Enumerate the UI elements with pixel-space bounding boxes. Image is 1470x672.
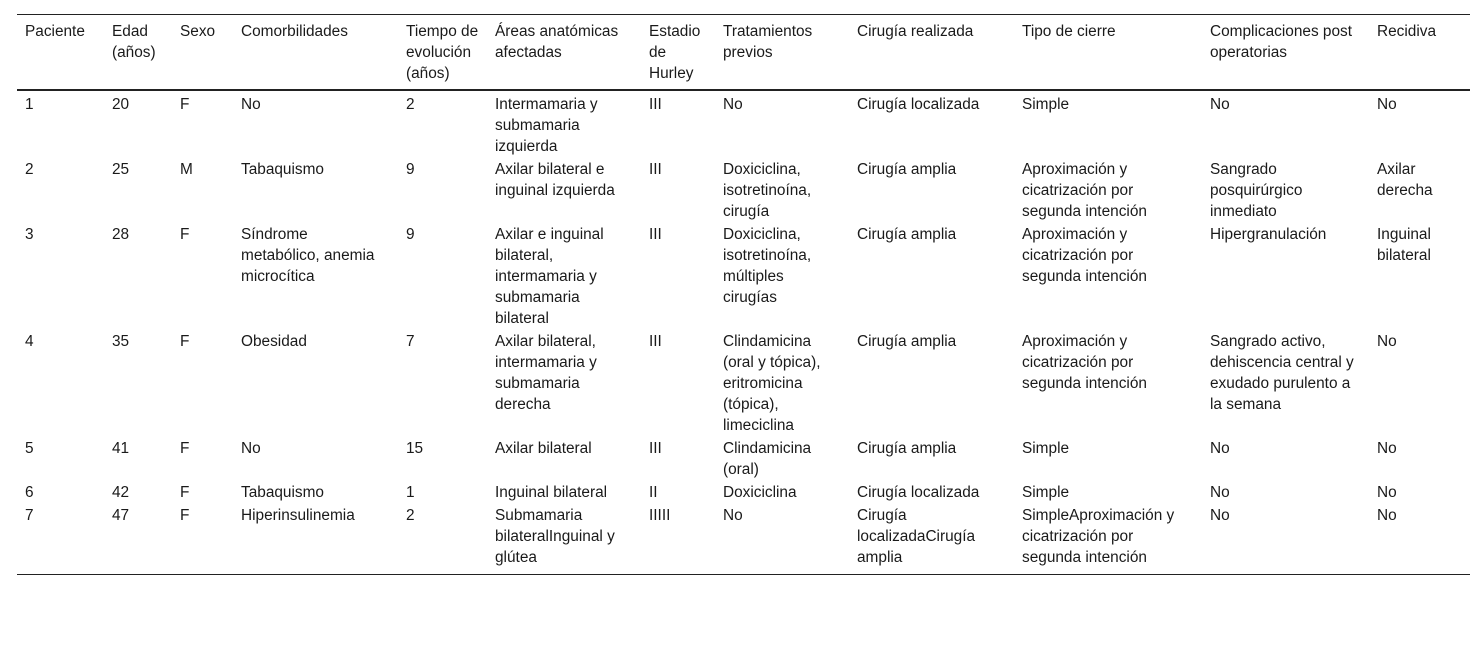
cell-cirugia-realizada: Cirugía amplia [857, 161, 957, 178]
table-row [17, 505, 1470, 575]
cell-areas-anatomicas: Intermamaria y submamaria izquierda [495, 96, 598, 155]
cell-tipo-cierre: SimpleAproximación y cicatrización por segunda intención [1022, 507, 1175, 566]
cell-areas-anatomicas: Inguinal bilateral [495, 484, 608, 501]
header-cirugia-realizada: Cirugía realizada [857, 23, 974, 40]
cell-paciente: 2 [25, 161, 34, 178]
cell-edad: 20 [112, 96, 130, 113]
cell-estadio-hurley: III [649, 226, 662, 243]
table-row [17, 331, 1470, 438]
header-complicaciones: Complicaciones post operatorias [1210, 23, 1353, 61]
cell-tipo-cierre: Simple [1022, 484, 1070, 501]
cell-recidiva: No [1377, 440, 1397, 457]
table-header-row [17, 15, 1470, 91]
cell-tiempo-evolucion: 7 [406, 333, 415, 350]
cell-cirugia-realizada: Cirugía localizada [857, 96, 980, 113]
cell-sexo: F [180, 484, 190, 501]
cell-sexo: F [180, 333, 190, 350]
patients-table-container [17, 14, 1470, 575]
cell-paciente: 3 [25, 226, 34, 243]
header-tratamientos-previos: Tratamientos previos [723, 23, 813, 61]
table-row [17, 482, 1470, 505]
cell-tratamientos-previos: Clindamicina (oral) [723, 440, 812, 478]
cell-complicaciones: Sangrado posquirúrgico inmediato [1210, 161, 1303, 220]
cell-recidiva: Inguinal bilateral [1377, 226, 1431, 264]
cell-estadio-hurley: IIIII [649, 507, 671, 524]
cell-complicaciones: No [1210, 440, 1230, 457]
cell-tiempo-evolucion: 15 [406, 440, 424, 457]
cell-comorbilidades: Tabaquismo [241, 161, 324, 178]
header-edad: Edad (años) [112, 23, 156, 61]
cell-sexo: F [180, 96, 190, 113]
cell-comorbilidades: No [241, 96, 261, 113]
cell-areas-anatomicas: Axilar e inguinal bilateral, intermamaria y submamaria bilateral [495, 226, 604, 327]
cell-tipo-cierre: Simple [1022, 96, 1070, 113]
cell-tipo-cierre: Aproximación y cicatrización por segunda intención [1022, 161, 1147, 220]
cell-recidiva: No [1377, 96, 1397, 113]
cell-tratamientos-previos: Doxiciclina [723, 484, 797, 501]
patients-table [17, 14, 1470, 575]
cell-sexo: F [180, 440, 190, 457]
cell-complicaciones: No [1210, 484, 1230, 501]
cell-edad: 41 [112, 440, 130, 457]
cell-recidiva: No [1377, 333, 1397, 350]
cell-areas-anatomicas: Axilar bilateral, intermamaria y submamaria derecha [495, 333, 597, 413]
cell-tiempo-evolucion: 1 [406, 484, 415, 501]
header-recidiva: Recidiva [1377, 23, 1437, 40]
cell-sexo: M [180, 161, 193, 178]
cell-recidiva: Axilar derecha [1377, 161, 1433, 199]
cell-complicaciones: Sangrado activo, dehiscencia central y exudado purulento a la semana [1210, 333, 1354, 413]
header-tipo-cierre: Tipo de cierre [1022, 23, 1116, 40]
cell-comorbilidades: Síndrome metabólico, anemia microcítica [241, 226, 375, 285]
cell-cirugia-realizada: Cirugía amplia [857, 226, 957, 243]
cell-paciente: 6 [25, 484, 34, 501]
cell-tipo-cierre: Aproximación y cicatrización por segunda intención [1022, 333, 1147, 392]
cell-sexo: F [180, 226, 190, 243]
cell-paciente: 5 [25, 440, 34, 457]
cell-comorbilidades: Obesidad [241, 333, 307, 350]
cell-estadio-hurley: III [649, 333, 662, 350]
cell-paciente: 7 [25, 507, 34, 524]
cell-estadio-hurley: III [649, 96, 662, 113]
cell-tipo-cierre: Simple [1022, 440, 1070, 457]
cell-edad: 35 [112, 333, 130, 350]
cell-estadio-hurley: III [649, 161, 662, 178]
cell-areas-anatomicas: Axilar bilateral e inguinal izquierda [495, 161, 615, 199]
cell-paciente: 4 [25, 333, 34, 350]
cell-edad: 25 [112, 161, 130, 178]
cell-cirugia-realizada: Cirugía localizadaCirugía amplia [857, 507, 976, 566]
cell-estadio-hurley: III [649, 440, 662, 457]
header-sexo: Sexo [180, 23, 216, 40]
header-comorbilidades: Comorbilidades [241, 23, 348, 40]
cell-edad: 28 [112, 226, 130, 243]
cell-cirugia-realizada: Cirugía localizada [857, 484, 980, 501]
cell-cirugia-realizada: Cirugía amplia [857, 333, 957, 350]
cell-comorbilidades: Hiperinsulinemia [241, 507, 355, 524]
cell-edad: 42 [112, 484, 130, 501]
cell-tratamientos-previos: Clindamicina (oral y tópica), eritromicina (tópica), limeciclina [723, 333, 821, 434]
header-paciente: Paciente [25, 23, 85, 40]
cell-complicaciones: No [1210, 96, 1230, 113]
cell-tratamientos-previos: No [723, 507, 743, 524]
table-row [17, 159, 1470, 224]
cell-tratamientos-previos: No [723, 96, 743, 113]
table-row [17, 438, 1470, 482]
cell-tratamientos-previos: Doxiciclina, isotretinoína, cirugía [723, 161, 812, 220]
cell-tiempo-evolucion: 9 [406, 226, 415, 243]
cell-cirugia-realizada: Cirugía amplia [857, 440, 957, 457]
cell-tratamientos-previos: Doxiciclina, isotretinoína, múltiples cirugías [723, 226, 812, 306]
table-row [17, 224, 1470, 331]
cell-tiempo-evolucion: 2 [406, 96, 415, 113]
header-estadio-hurley: Estadio de Hurley [649, 23, 701, 82]
cell-areas-anatomicas: Submamaria bilateralInguinal y glútea [495, 507, 615, 566]
cell-comorbilidades: No [241, 440, 261, 457]
cell-areas-anatomicas: Axilar bilateral [495, 440, 592, 457]
cell-estadio-hurley: II [649, 484, 658, 501]
cell-recidiva: No [1377, 507, 1397, 524]
cell-tipo-cierre: Aproximación y cicatrización por segunda intención [1022, 226, 1147, 285]
cell-complicaciones: Hipergranulación [1210, 226, 1327, 243]
header-tiempo-evolucion: Tiempo de evolución (años) [406, 23, 479, 82]
cell-tiempo-evolucion: 9 [406, 161, 415, 178]
cell-sexo: F [180, 507, 190, 524]
cell-paciente: 1 [25, 96, 34, 113]
cell-tiempo-evolucion: 2 [406, 507, 415, 524]
cell-complicaciones: No [1210, 507, 1230, 524]
cell-recidiva: No [1377, 484, 1397, 501]
header-areas-anatomicas: Áreas anatómicas afectadas [495, 23, 619, 61]
cell-comorbilidades: Tabaquismo [241, 484, 324, 501]
table-row [17, 90, 1470, 159]
cell-edad: 47 [112, 507, 130, 524]
